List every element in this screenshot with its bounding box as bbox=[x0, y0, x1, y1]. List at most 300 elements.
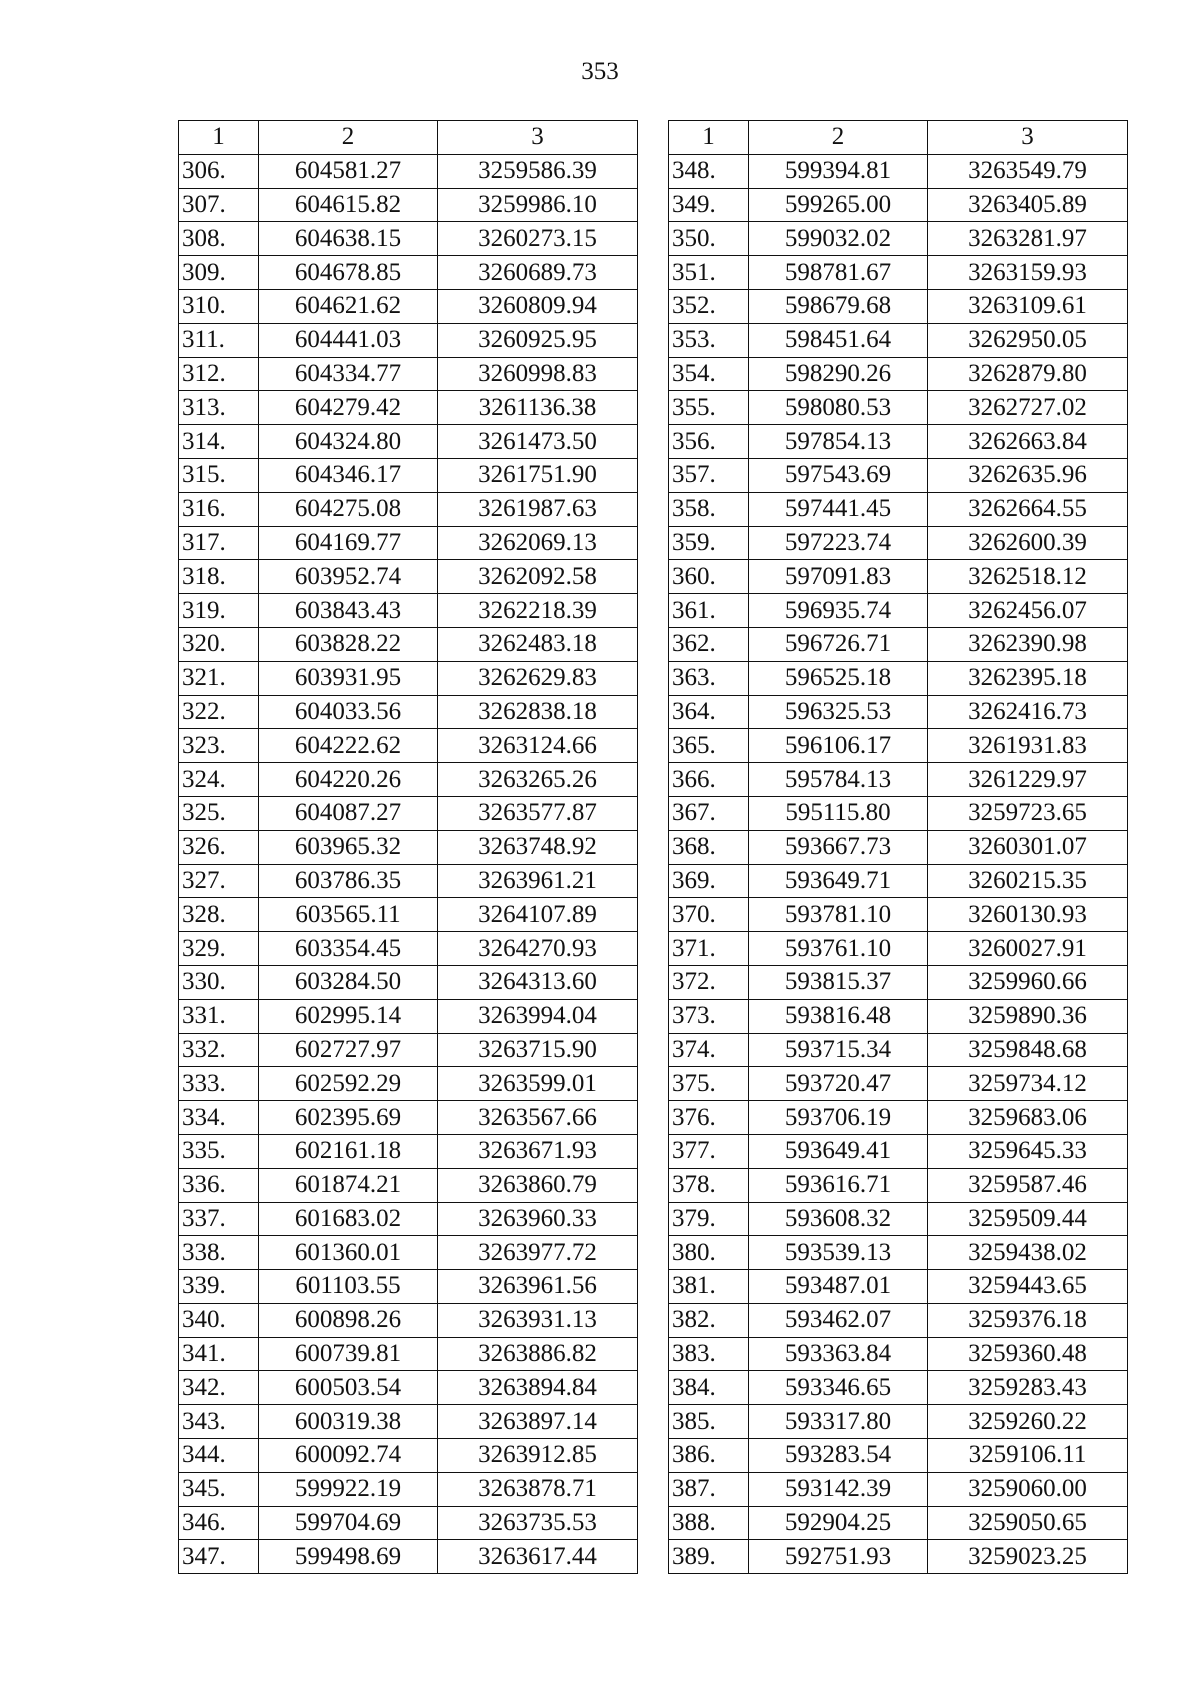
coordinate-y-cell: 3259050.65 bbox=[928, 1506, 1128, 1540]
coordinate-x-cell: 596525.18 bbox=[749, 661, 928, 695]
page-number: 353 bbox=[581, 58, 619, 85]
table-row bbox=[179, 154, 638, 188]
coordinate-x-cell: 603284.50 bbox=[259, 965, 438, 999]
coordinate-y-cell: 3263961.21 bbox=[438, 864, 638, 898]
point-number-cell: 381. bbox=[669, 1270, 749, 1304]
table-row bbox=[179, 763, 638, 797]
coordinate-x-cell: 593649.71 bbox=[749, 864, 928, 898]
coordinate-y-cell: 3263897.14 bbox=[438, 1405, 638, 1439]
coordinate-y-cell: 3262727.02 bbox=[928, 391, 1128, 425]
coordinate-y-cell: 3259443.65 bbox=[928, 1270, 1128, 1304]
table-row bbox=[669, 1540, 1128, 1574]
point-number-cell: 350. bbox=[669, 222, 749, 256]
coordinate-y-cell: 3261987.63 bbox=[438, 492, 638, 526]
coordinate-y-cell: 3263577.87 bbox=[438, 796, 638, 830]
coordinate-y-cell: 3263977.72 bbox=[438, 1236, 638, 1270]
point-number-cell: 341. bbox=[179, 1337, 259, 1371]
point-number-cell: 317. bbox=[179, 526, 259, 560]
table-row bbox=[669, 391, 1128, 425]
table-row bbox=[179, 627, 638, 661]
point-number-cell: 378. bbox=[669, 1168, 749, 1202]
point-number-cell: 307. bbox=[179, 188, 259, 222]
coordinate-x-cell: 602727.97 bbox=[259, 1033, 438, 1067]
table-row bbox=[179, 1033, 638, 1067]
table-row bbox=[179, 1337, 638, 1371]
coordinate-y-cell: 3263912.85 bbox=[438, 1439, 638, 1473]
point-number-cell: 340. bbox=[179, 1303, 259, 1337]
coordinate-x-cell: 602395.69 bbox=[259, 1101, 438, 1135]
table-row bbox=[669, 1168, 1128, 1202]
coordinate-y-cell: 3262395.18 bbox=[928, 661, 1128, 695]
coordinate-x-cell: 603565.11 bbox=[259, 898, 438, 932]
coordinate-x-cell: 597441.45 bbox=[749, 492, 928, 526]
point-number-cell: 343. bbox=[179, 1405, 259, 1439]
coordinate-x-cell: 604581.27 bbox=[259, 154, 438, 188]
coordinate-y-cell: 3259023.25 bbox=[928, 1540, 1128, 1574]
coordinate-x-cell: 599265.00 bbox=[749, 188, 928, 222]
table-row bbox=[179, 830, 638, 864]
coordinate-y-cell: 3260215.35 bbox=[928, 864, 1128, 898]
table-row bbox=[669, 256, 1128, 290]
coordinate-x-cell: 604334.77 bbox=[259, 357, 438, 391]
point-number-cell: 368. bbox=[669, 830, 749, 864]
table-row bbox=[179, 1067, 638, 1101]
coordinate-y-cell: 3263281.97 bbox=[928, 222, 1128, 256]
coordinate-y-cell: 3260809.94 bbox=[438, 289, 638, 323]
coordinate-y-cell: 3259586.39 bbox=[438, 154, 638, 188]
table-row bbox=[669, 154, 1128, 188]
coordinate-x-cell: 593317.80 bbox=[749, 1405, 928, 1439]
coordinate-x-cell: 596935.74 bbox=[749, 594, 928, 628]
coordinate-y-cell: 3259587.46 bbox=[928, 1168, 1128, 1202]
table-row bbox=[669, 1303, 1128, 1337]
coordinate-y-cell: 3261229.97 bbox=[928, 763, 1128, 797]
point-number-cell: 356. bbox=[669, 425, 749, 459]
point-number-cell: 312. bbox=[179, 357, 259, 391]
table-row bbox=[669, 1371, 1128, 1405]
table-row bbox=[179, 425, 638, 459]
point-number-cell: 360. bbox=[669, 560, 749, 594]
point-number-cell: 361. bbox=[669, 594, 749, 628]
point-number-cell: 380. bbox=[669, 1236, 749, 1270]
point-number-cell: 386. bbox=[669, 1439, 749, 1473]
point-number-cell: 321. bbox=[179, 661, 259, 695]
coordinate-x-cell: 593815.37 bbox=[749, 965, 928, 999]
table-row bbox=[179, 932, 638, 966]
table-row bbox=[179, 323, 638, 357]
point-number-cell: 353. bbox=[669, 323, 749, 357]
point-number-cell: 339. bbox=[179, 1270, 259, 1304]
coordinate-x-cell: 602592.29 bbox=[259, 1067, 438, 1101]
table-row bbox=[179, 1405, 638, 1439]
table-row bbox=[669, 188, 1128, 222]
coordinate-x-cell: 598290.26 bbox=[749, 357, 928, 391]
coordinate-x-cell: 600739.81 bbox=[259, 1337, 438, 1371]
table-row bbox=[179, 492, 638, 526]
point-number-cell: 326. bbox=[179, 830, 259, 864]
coordinate-x-cell: 601103.55 bbox=[259, 1270, 438, 1304]
coordinate-y-cell: 3259734.12 bbox=[928, 1067, 1128, 1101]
coordinate-y-cell: 3262664.55 bbox=[928, 492, 1128, 526]
table-row bbox=[179, 594, 638, 628]
coordinate-y-cell: 3262069.13 bbox=[438, 526, 638, 560]
point-number-cell: 345. bbox=[179, 1472, 259, 1506]
coordinate-x-cell: 593539.13 bbox=[749, 1236, 928, 1270]
coordinate-y-cell: 3263159.93 bbox=[928, 256, 1128, 290]
table-row bbox=[669, 458, 1128, 492]
coordinate-x-cell: 598679.68 bbox=[749, 289, 928, 323]
coordinate-y-cell: 3260130.93 bbox=[928, 898, 1128, 932]
point-number-cell: 338. bbox=[179, 1236, 259, 1270]
point-number-cell: 351. bbox=[669, 256, 749, 290]
coordinate-x-cell: 604346.17 bbox=[259, 458, 438, 492]
coordinate-y-cell: 3262629.83 bbox=[438, 661, 638, 695]
coordinate-x-cell: 593816.48 bbox=[749, 999, 928, 1033]
coordinate-y-cell: 3260027.91 bbox=[928, 932, 1128, 966]
coordinate-y-cell: 3263405.89 bbox=[928, 188, 1128, 222]
table-row bbox=[669, 1134, 1128, 1168]
coordinate-x-cell: 604033.56 bbox=[259, 695, 438, 729]
table-row bbox=[669, 1337, 1128, 1371]
point-number-cell: 379. bbox=[669, 1202, 749, 1236]
point-number-cell: 357. bbox=[669, 458, 749, 492]
coordinate-y-cell: 3263860.79 bbox=[438, 1168, 638, 1202]
table-row bbox=[179, 1134, 638, 1168]
coordinate-x-cell: 592751.93 bbox=[749, 1540, 928, 1574]
point-number-cell: 388. bbox=[669, 1506, 749, 1540]
point-number-cell: 363. bbox=[669, 661, 749, 695]
table-row bbox=[179, 1540, 638, 1574]
table-row bbox=[669, 830, 1128, 864]
point-number-cell: 375. bbox=[669, 1067, 749, 1101]
point-number-cell: 376. bbox=[669, 1101, 749, 1135]
table-row bbox=[179, 729, 638, 763]
table-row bbox=[179, 864, 638, 898]
coordinate-y-cell: 3259283.43 bbox=[928, 1371, 1128, 1405]
table-row bbox=[669, 1439, 1128, 1473]
coordinate-y-cell: 3259723.65 bbox=[928, 796, 1128, 830]
table-row bbox=[669, 492, 1128, 526]
table-row bbox=[669, 932, 1128, 966]
point-number-cell: 348. bbox=[669, 154, 749, 188]
coordinate-y-cell: 3259360.48 bbox=[928, 1337, 1128, 1371]
coordinate-y-cell: 3263567.66 bbox=[438, 1101, 638, 1135]
table-row bbox=[669, 1033, 1128, 1067]
coordinate-x-cell: 593283.54 bbox=[749, 1439, 928, 1473]
table-row bbox=[669, 289, 1128, 323]
coordinate-x-cell: 603828.22 bbox=[259, 627, 438, 661]
point-number-cell: 383. bbox=[669, 1337, 749, 1371]
point-number-cell: 314. bbox=[179, 425, 259, 459]
table-row bbox=[179, 256, 638, 290]
coordinate-y-cell: 3262483.18 bbox=[438, 627, 638, 661]
coordinate-y-cell: 3261751.90 bbox=[438, 458, 638, 492]
point-number-cell: 315. bbox=[179, 458, 259, 492]
point-number-cell: 352. bbox=[669, 289, 749, 323]
point-number-cell: 377. bbox=[669, 1134, 749, 1168]
coordinate-y-cell: 3264270.93 bbox=[438, 932, 638, 966]
table-row bbox=[179, 458, 638, 492]
coordinate-x-cell: 599032.02 bbox=[749, 222, 928, 256]
coordinate-x-cell: 600898.26 bbox=[259, 1303, 438, 1337]
point-number-cell: 344. bbox=[179, 1439, 259, 1473]
point-number-cell: 342. bbox=[179, 1371, 259, 1405]
coordinate-x-cell: 599922.19 bbox=[259, 1472, 438, 1506]
table-row bbox=[669, 323, 1128, 357]
coordinate-y-cell: 3259509.44 bbox=[928, 1202, 1128, 1236]
table-row bbox=[179, 1101, 638, 1135]
point-number-cell: 389. bbox=[669, 1540, 749, 1574]
coordinate-x-cell: 601874.21 bbox=[259, 1168, 438, 1202]
coordinate-x-cell: 604087.27 bbox=[259, 796, 438, 830]
point-number-cell: 371. bbox=[669, 932, 749, 966]
point-number-cell: 373. bbox=[669, 999, 749, 1033]
point-number-cell: 323. bbox=[179, 729, 259, 763]
coordinate-y-cell: 3260998.83 bbox=[438, 357, 638, 391]
coordinate-y-cell: 3262390.98 bbox=[928, 627, 1128, 661]
column-header: 3 bbox=[438, 121, 638, 155]
coordinate-x-cell: 593346.65 bbox=[749, 1371, 928, 1405]
table-row bbox=[179, 1506, 638, 1540]
point-number-cell: 358. bbox=[669, 492, 749, 526]
coordinate-x-cell: 593761.10 bbox=[749, 932, 928, 966]
point-number-cell: 370. bbox=[669, 898, 749, 932]
point-number-cell: 322. bbox=[179, 695, 259, 729]
point-number-cell: 335. bbox=[179, 1134, 259, 1168]
table-row bbox=[179, 188, 638, 222]
coordinate-y-cell: 3259060.00 bbox=[928, 1472, 1128, 1506]
coordinate-y-cell: 3261136.38 bbox=[438, 391, 638, 425]
point-number-cell: 354. bbox=[669, 357, 749, 391]
point-number-cell: 320. bbox=[179, 627, 259, 661]
table-row bbox=[179, 1472, 638, 1506]
point-number-cell: 337. bbox=[179, 1202, 259, 1236]
point-number-cell: 372. bbox=[669, 965, 749, 999]
coordinate-x-cell: 603786.35 bbox=[259, 864, 438, 898]
table-row bbox=[669, 1202, 1128, 1236]
point-number-cell: 382. bbox=[669, 1303, 749, 1337]
table-row bbox=[179, 898, 638, 932]
coordinate-y-cell: 3262456.07 bbox=[928, 594, 1128, 628]
coordinate-x-cell: 593706.19 bbox=[749, 1101, 928, 1135]
coordinate-x-cell: 596106.17 bbox=[749, 729, 928, 763]
point-number-cell: 364. bbox=[669, 695, 749, 729]
table-row bbox=[669, 1472, 1128, 1506]
table-row bbox=[179, 560, 638, 594]
point-number-cell: 331. bbox=[179, 999, 259, 1033]
coordinate-y-cell: 3259106.11 bbox=[928, 1439, 1128, 1473]
coordinate-y-cell: 3263894.84 bbox=[438, 1371, 638, 1405]
column-header: 3 bbox=[928, 121, 1128, 155]
coordinate-x-cell: 604638.15 bbox=[259, 222, 438, 256]
coordinate-y-cell: 3259438.02 bbox=[928, 1236, 1128, 1270]
coordinate-y-cell: 3260273.15 bbox=[438, 222, 638, 256]
coordinate-x-cell: 603952.74 bbox=[259, 560, 438, 594]
coordinate-y-cell: 3263961.56 bbox=[438, 1270, 638, 1304]
table-row bbox=[179, 357, 638, 391]
point-number-cell: 324. bbox=[179, 763, 259, 797]
table-row bbox=[179, 526, 638, 560]
coordinate-x-cell: 604220.26 bbox=[259, 763, 438, 797]
table-row bbox=[669, 1067, 1128, 1101]
coordinate-x-cell: 597091.83 bbox=[749, 560, 928, 594]
table-row bbox=[669, 357, 1128, 391]
table-row bbox=[669, 965, 1128, 999]
table-header-row bbox=[669, 121, 1128, 155]
coordinate-y-cell: 3260925.95 bbox=[438, 323, 638, 357]
table-row bbox=[179, 1202, 638, 1236]
coordinate-y-cell: 3263265.26 bbox=[438, 763, 638, 797]
table-row bbox=[669, 560, 1128, 594]
coordinate-y-cell: 3259683.06 bbox=[928, 1101, 1128, 1135]
coordinate-x-cell: 593462.07 bbox=[749, 1303, 928, 1337]
point-number-cell: 369. bbox=[669, 864, 749, 898]
coordinate-x-cell: 602995.14 bbox=[259, 999, 438, 1033]
table-row bbox=[669, 1101, 1128, 1135]
point-number-cell: 384. bbox=[669, 1371, 749, 1405]
point-number-cell: 316. bbox=[179, 492, 259, 526]
coordinate-y-cell: 3263109.61 bbox=[928, 289, 1128, 323]
point-number-cell: 374. bbox=[669, 1033, 749, 1067]
coordinate-y-cell: 3259848.68 bbox=[928, 1033, 1128, 1067]
coordinate-y-cell: 3263617.44 bbox=[438, 1540, 638, 1574]
coordinate-y-cell: 3263878.71 bbox=[438, 1472, 638, 1506]
coordinate-y-cell: 3262950.05 bbox=[928, 323, 1128, 357]
table-row bbox=[669, 864, 1128, 898]
coordinate-x-cell: 593649.41 bbox=[749, 1134, 928, 1168]
table-row bbox=[179, 1371, 638, 1405]
table-row bbox=[179, 391, 638, 425]
coordinate-x-cell: 597854.13 bbox=[749, 425, 928, 459]
point-number-cell: 332. bbox=[179, 1033, 259, 1067]
coordinate-x-cell: 593720.47 bbox=[749, 1067, 928, 1101]
column-header: 2 bbox=[749, 121, 928, 155]
coordinate-x-cell: 593142.39 bbox=[749, 1472, 928, 1506]
table-row bbox=[179, 999, 638, 1033]
coordinate-x-cell: 604169.77 bbox=[259, 526, 438, 560]
table-row bbox=[669, 526, 1128, 560]
table-header-row bbox=[179, 121, 638, 155]
coordinate-x-cell: 604275.08 bbox=[259, 492, 438, 526]
coordinate-x-cell: 604678.85 bbox=[259, 256, 438, 290]
coordinate-y-cell: 3263735.53 bbox=[438, 1506, 638, 1540]
table-row bbox=[179, 1303, 638, 1337]
point-number-cell: 333. bbox=[179, 1067, 259, 1101]
point-number-cell: 347. bbox=[179, 1540, 259, 1574]
table-row bbox=[669, 695, 1128, 729]
coordinate-y-cell: 3264107.89 bbox=[438, 898, 638, 932]
coordinate-x-cell: 592904.25 bbox=[749, 1506, 928, 1540]
coordinate-x-cell: 598451.64 bbox=[749, 323, 928, 357]
point-number-cell: 329. bbox=[179, 932, 259, 966]
table-row bbox=[179, 222, 638, 256]
coordinate-x-cell: 603354.45 bbox=[259, 932, 438, 966]
coordinate-y-cell: 3263886.82 bbox=[438, 1337, 638, 1371]
coordinate-y-cell: 3259260.22 bbox=[928, 1405, 1128, 1439]
coordinate-y-cell: 3262663.84 bbox=[928, 425, 1128, 459]
coordinate-y-cell: 3264313.60 bbox=[438, 965, 638, 999]
coordinate-x-cell: 593487.01 bbox=[749, 1270, 928, 1304]
column-header: 2 bbox=[259, 121, 438, 155]
table-row bbox=[179, 1439, 638, 1473]
coordinate-y-cell: 3261473.50 bbox=[438, 425, 638, 459]
coordinate-y-cell: 3263931.13 bbox=[438, 1303, 638, 1337]
coordinate-y-cell: 3259645.33 bbox=[928, 1134, 1128, 1168]
coordinate-x-cell: 601360.01 bbox=[259, 1236, 438, 1270]
point-number-cell: 328. bbox=[179, 898, 259, 932]
point-number-cell: 313. bbox=[179, 391, 259, 425]
coordinate-x-cell: 604279.42 bbox=[259, 391, 438, 425]
point-number-cell: 327. bbox=[179, 864, 259, 898]
point-number-cell: 306. bbox=[179, 154, 259, 188]
column-header: 1 bbox=[179, 121, 259, 155]
table-row bbox=[669, 627, 1128, 661]
coordinate-y-cell: 3262879.80 bbox=[928, 357, 1128, 391]
table-row bbox=[179, 1168, 638, 1202]
coordinate-y-cell: 3263994.04 bbox=[438, 999, 638, 1033]
table-row bbox=[669, 898, 1128, 932]
point-number-cell: 359. bbox=[669, 526, 749, 560]
point-number-cell: 365. bbox=[669, 729, 749, 763]
coordinate-x-cell: 600503.54 bbox=[259, 1371, 438, 1405]
coordinate-x-cell: 600319.38 bbox=[259, 1405, 438, 1439]
coordinate-x-cell: 593667.73 bbox=[749, 830, 928, 864]
coordinate-x-cell: 598781.67 bbox=[749, 256, 928, 290]
table-row bbox=[179, 289, 638, 323]
point-number-cell: 346. bbox=[179, 1506, 259, 1540]
coordinate-y-cell: 3263748.92 bbox=[438, 830, 638, 864]
point-number-cell: 349. bbox=[669, 188, 749, 222]
coordinate-y-cell: 3262600.39 bbox=[928, 526, 1128, 560]
coordinate-x-cell: 602161.18 bbox=[259, 1134, 438, 1168]
point-number-cell: 311. bbox=[179, 323, 259, 357]
table-row bbox=[669, 661, 1128, 695]
table-row bbox=[179, 965, 638, 999]
coordinate-y-cell: 3263715.90 bbox=[438, 1033, 638, 1067]
coordinate-x-cell: 593608.32 bbox=[749, 1202, 928, 1236]
coordinate-x-cell: 598080.53 bbox=[749, 391, 928, 425]
coordinate-y-cell: 3262416.73 bbox=[928, 695, 1128, 729]
coordinate-y-cell: 3263549.79 bbox=[928, 154, 1128, 188]
table-row bbox=[669, 999, 1128, 1033]
coordinate-x-cell: 603931.95 bbox=[259, 661, 438, 695]
coordinate-x-cell: 593363.84 bbox=[749, 1337, 928, 1371]
coordinate-x-cell: 599394.81 bbox=[749, 154, 928, 188]
table-row bbox=[669, 796, 1128, 830]
coordinate-y-cell: 3262092.58 bbox=[438, 560, 638, 594]
coordinate-x-cell: 601683.02 bbox=[259, 1202, 438, 1236]
coordinate-x-cell: 604615.82 bbox=[259, 188, 438, 222]
point-number-cell: 318. bbox=[179, 560, 259, 594]
coordinate-x-cell: 597543.69 bbox=[749, 458, 928, 492]
coordinate-x-cell: 593715.34 bbox=[749, 1033, 928, 1067]
coordinate-x-cell: 604621.62 bbox=[259, 289, 438, 323]
table-row bbox=[179, 695, 638, 729]
point-number-cell: 336. bbox=[179, 1168, 259, 1202]
point-number-cell: 366. bbox=[669, 763, 749, 797]
table-row bbox=[669, 729, 1128, 763]
coordinate-y-cell: 3262635.96 bbox=[928, 458, 1128, 492]
point-number-cell: 334. bbox=[179, 1101, 259, 1135]
coordinate-y-cell: 3263124.66 bbox=[438, 729, 638, 763]
coordinate-x-cell: 604441.03 bbox=[259, 323, 438, 357]
coordinate-x-cell: 603843.43 bbox=[259, 594, 438, 628]
coordinate-y-cell: 3263671.93 bbox=[438, 1134, 638, 1168]
coordinate-y-cell: 3260301.07 bbox=[928, 830, 1128, 864]
table-row bbox=[669, 1405, 1128, 1439]
point-number-cell: 310. bbox=[179, 289, 259, 323]
coordinate-x-cell: 593781.10 bbox=[749, 898, 928, 932]
